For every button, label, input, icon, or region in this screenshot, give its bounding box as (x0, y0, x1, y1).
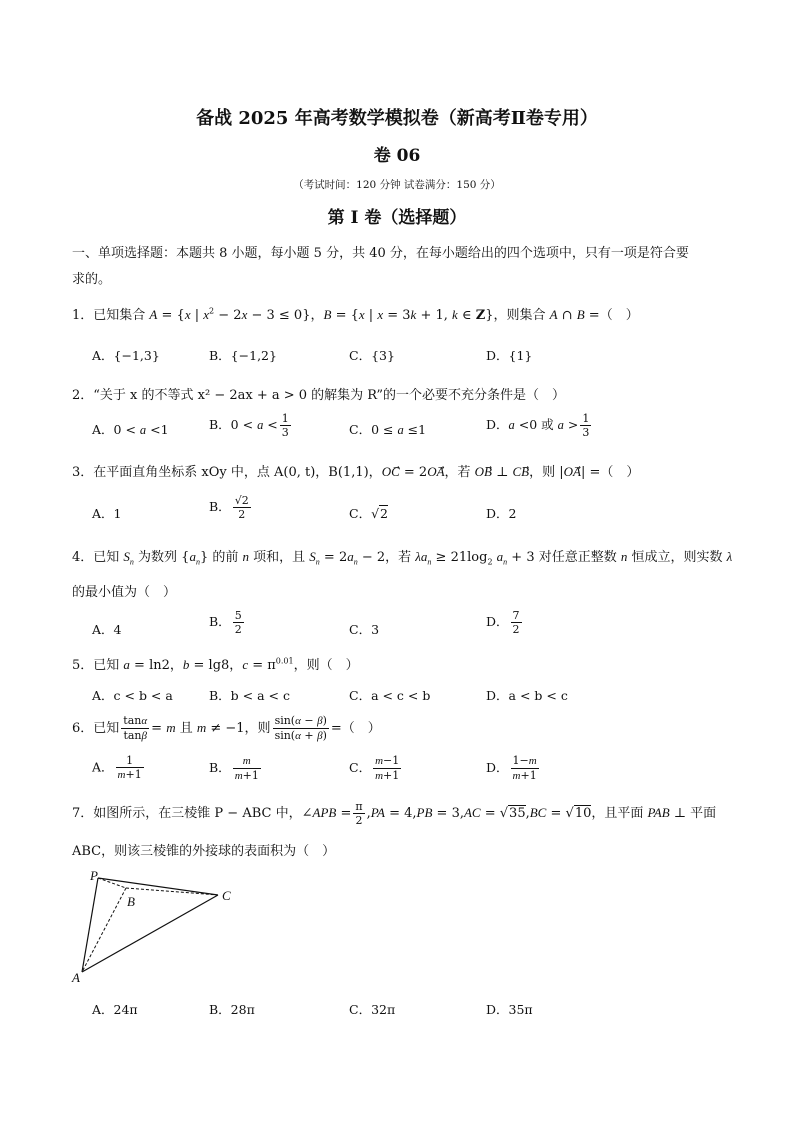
question-2-option-c[interactable]: C．0 ≤ a ≤1 (349, 422, 427, 437)
question-3-option-d[interactable]: D．2 (486, 506, 517, 521)
label-a: A (72, 970, 80, 985)
question-3-option-a[interactable]: A．1 (92, 506, 122, 521)
question-5-option-a[interactable]: A．c < b < a (92, 688, 173, 703)
edge-pa (82, 878, 98, 972)
question-7: 7．如图所示，在三棱锥 P − ABC 中，∠APB = $\frac{\pi}{2}$ ,PA = 4,PB = 3,AC = √35,BC = √10，且平面 PAB ⊥ 平面 (72, 800, 717, 827)
question-number: 5． (72, 658, 94, 673)
question-4-option-a[interactable]: A．4 (92, 622, 122, 637)
question-number: 3． (72, 465, 94, 480)
question-6-option-a[interactable]: A． $\frac{1}{m+1}$ (92, 754, 142, 781)
question-1-option-d[interactable]: D．{1} (486, 348, 533, 363)
question-6-option-c[interactable]: C． $\frac{m-1}{m+1}$ (349, 754, 400, 782)
question-3-option-c[interactable]: C．√2 (349, 506, 388, 521)
question-3-text: 在平面直角坐标系 xOy 中，点 A(0, t)，B(1,1)， (93, 465, 382, 480)
question-number: 6． (72, 721, 94, 736)
question-4-line-2: 的最小值为（ ） (72, 585, 177, 600)
instructions-line-2: 求的。 (72, 272, 112, 287)
instructions-line-1: 一、单项选择题：本题共 8 小题，每小题 5 分，共 40 分，在每小题给出的四个选项中，只有一项是符合要 (72, 246, 689, 261)
label-b: B (127, 894, 135, 909)
edge-pc (98, 878, 218, 895)
question-2-option-d[interactable]: D．a <0 或 a > $\frac{1}{3}$ (486, 412, 590, 439)
question-7-option-c[interactable]: C．32π (349, 1002, 396, 1017)
question-2 (72, 384, 565, 403)
question-4-option-c[interactable]: C．3 (349, 622, 380, 637)
question-5-option-c[interactable]: C．a < c < b (349, 688, 431, 703)
question-4: 4．已知 $S_n$ 为数列 $\{a_n\}$ 的前 n 项和，且 $S_n = 2a_n - 2$，若 $\lambda a_n \ge 21\log_2$ $a_n + 3$ 对任意正整数 n 恒成立，则实数 λ (72, 549, 733, 567)
question-2-option-a[interactable]: A．0 < a <1 (92, 422, 169, 437)
question-number: 7． (72, 806, 94, 821)
section-title: 第 I 卷（选择题） (327, 208, 467, 228)
question-5-option-b[interactable]: B．b < a < c (209, 688, 290, 703)
exam-info: （考试时间：120 分钟 试卷满分：150 分） (293, 179, 501, 191)
question-7-option-b[interactable]: B．28π (209, 1002, 255, 1017)
question-number: 4． (72, 550, 94, 565)
question-number: 2． (72, 388, 94, 403)
label-c: C (222, 888, 231, 903)
question-4-option-b[interactable]: B． $\frac{5}{2}$ (209, 609, 242, 636)
question-5-option-d[interactable]: D．a < b < c (486, 688, 568, 703)
question-1-option-a[interactable]: A．{−1,3} (92, 348, 160, 363)
question-7-line-2: ABC，则该三棱锥的外接球的表面积为（ ） (72, 844, 336, 859)
tetrahedron-figure (66, 866, 246, 986)
question-7-option-d[interactable]: D．35π (486, 1002, 533, 1017)
question-6-option-b[interactable]: B． $\frac{m}{m+1}$ (209, 755, 259, 782)
question-3-option-b[interactable]: B． $\frac{√2}{2}$ (209, 494, 249, 521)
question-number: 1． (72, 308, 94, 323)
question-4-option-d[interactable]: D． $\frac{7}{2}$ (486, 609, 520, 636)
question-3: 3．在平面直角坐标系 xOy 中，点 A(0, t)，B(1,1)，OC⃗ = 2OA⃗，若 OB⃗ ⊥ CB⃗，则 |OA⃗| =（ ） (72, 464, 640, 480)
label-p: P (90, 868, 98, 883)
question-2-option-b[interactable]: B．0 < a < $\frac{1}{3}$ (209, 412, 289, 439)
question-2-text: “关于 x 的不等式 x² − 2ax + a > 0 的解集为 R”的一个必要不充分条件是（ ） (93, 388, 566, 403)
question-1: 1．已知集合 A = {x | $x^2 - 2x - 3 \le 0$}，B = {x | x = 3k + 1, k ∈ Z}，则集合 A ∩ B =（ ） (72, 306, 639, 323)
paper-number: 卷 06 (373, 146, 421, 166)
question-6-option-d[interactable]: D． $\frac{1-m}{m+1}$ (486, 754, 537, 782)
question-1-option-c[interactable]: C．{3} (349, 348, 395, 363)
question-1-option-b[interactable]: B．{−1,2} (209, 348, 277, 363)
question-6: 6．已知 $\frac{\tan\alpha}{\tan\beta}$ = m 且 m ≠ −1，则 $\frac{\sin(\alpha - \beta)}{\sin(\alpha + \beta)}$ =（ ） (72, 714, 381, 742)
question-7-option-a[interactable]: A．24π (92, 1002, 138, 1017)
question-5: 5．已知 a = ln2，b = lg8，$c = \pi^{0.01}$，则（ ） (72, 656, 359, 673)
question-7-text: 如图所示，在三棱锥 P − ABC 中， (93, 806, 302, 821)
exam-title: 备战 2025 年高考数学模拟卷（新高考Ⅱ卷专用） (196, 108, 598, 129)
